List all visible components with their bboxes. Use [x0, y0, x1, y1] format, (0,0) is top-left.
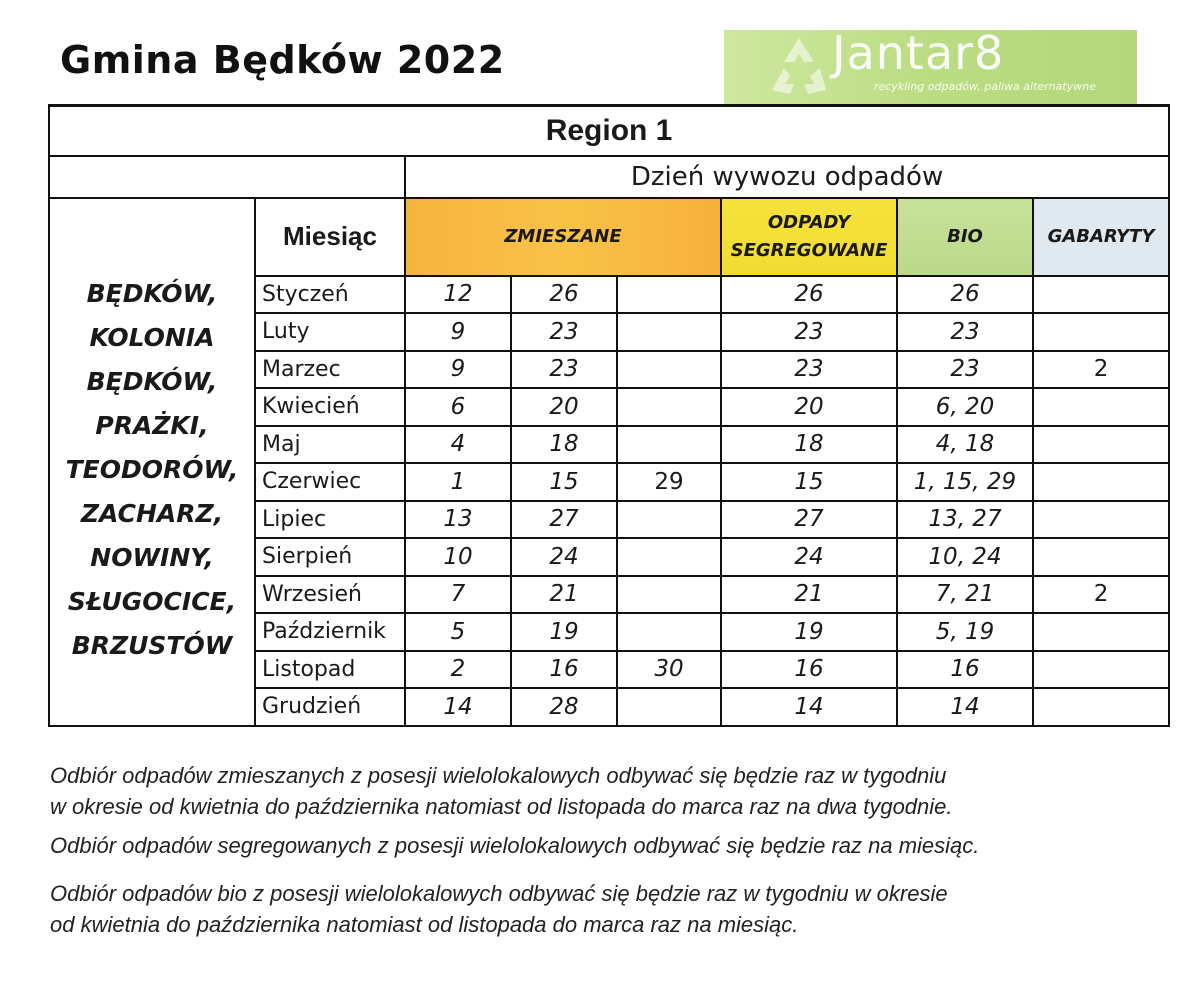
- mixed-day-3: [617, 576, 721, 614]
- bulky-day: [1033, 463, 1169, 501]
- bio-waste-header: BIO: [897, 198, 1033, 276]
- locality: ZACHARZ,: [80, 498, 224, 528]
- mixed-day-3: [617, 351, 721, 389]
- bio-day: 13, 27: [897, 501, 1033, 539]
- segregated-day: 14: [721, 688, 897, 726]
- segregated-day: 16: [721, 651, 897, 689]
- locality: NOWINY,: [90, 542, 214, 572]
- mixed-day-3: [617, 688, 721, 726]
- mixed-day-3: 29: [617, 463, 721, 501]
- mixed-day-2: 23: [511, 351, 617, 389]
- mixed-day-2: 27: [511, 501, 617, 539]
- mixed-waste-header: ZMIESZANE: [405, 198, 721, 276]
- segregated-day: 23: [721, 313, 897, 351]
- segregated-day: 26: [721, 276, 897, 314]
- mixed-day-3: [617, 538, 721, 576]
- mixed-day-2: 20: [511, 388, 617, 426]
- segregated-day: 20: [721, 388, 897, 426]
- bio-day: 14: [897, 688, 1033, 726]
- bio-day: 7, 21: [897, 576, 1033, 614]
- bio-day: 16: [897, 651, 1033, 689]
- page-title: Gmina Będków 2022: [60, 38, 505, 82]
- bulky-day: [1033, 651, 1169, 689]
- bio-day: 23: [897, 351, 1033, 389]
- mixed-day-2: 23: [511, 313, 617, 351]
- day-header: Dzień wywozu odpadów: [405, 156, 1169, 198]
- month-cell: Sierpień: [255, 538, 405, 576]
- mixed-day-1: 2: [405, 651, 511, 689]
- mixed-day-3: [617, 388, 721, 426]
- bio-day: 5, 19: [897, 613, 1033, 651]
- month-cell: Październik: [255, 613, 405, 651]
- month-cell: Listopad: [255, 651, 405, 689]
- mixed-day-2: 24: [511, 538, 617, 576]
- bulky-day: 2: [1033, 351, 1169, 389]
- locality: PRAŻKI,: [95, 410, 209, 440]
- mixed-day-3: 30: [617, 651, 721, 689]
- bulky-day: 2: [1033, 576, 1169, 614]
- note-segregated-waste: Odbiór odpadów segregowanych z posesji wielolokalowych odbywać się będzie raz na miesiąc.: [50, 833, 980, 858]
- bulky-day: [1033, 613, 1169, 651]
- mixed-day-1: 9: [405, 351, 511, 389]
- mixed-day-1: 5: [405, 613, 511, 651]
- note-mixed-waste: [50, 760, 1160, 822]
- mixed-day-3: [617, 501, 721, 539]
- mixed-day-1: 7: [405, 576, 511, 614]
- mixed-day-1: 13: [405, 501, 511, 539]
- mixed-day-2: 28: [511, 688, 617, 726]
- month-cell: Czerwiec: [255, 463, 405, 501]
- mixed-day-1: 12: [405, 276, 511, 314]
- schedule-table: [48, 104, 1170, 727]
- bulky-day: [1033, 426, 1169, 464]
- locality: BĘDKÓW,: [86, 278, 218, 308]
- month-cell: Maj: [255, 426, 405, 464]
- bulky-waste-header: GABARYTY: [1033, 198, 1169, 276]
- segregated-day: 15: [721, 463, 897, 501]
- locality: TEODORÓW,: [65, 454, 239, 484]
- mixed-day-1: 10: [405, 538, 511, 576]
- bulky-day: [1033, 276, 1169, 314]
- bulky-day: [1033, 388, 1169, 426]
- mixed-day-1: 14: [405, 688, 511, 726]
- mixed-day-1: 6: [405, 388, 511, 426]
- mixed-day-2: 21: [511, 576, 617, 614]
- recycle-icon: [754, 32, 844, 102]
- segregated-day: 21: [721, 576, 897, 614]
- bio-day: 10, 24: [897, 538, 1033, 576]
- month-cell: Wrzesień: [255, 576, 405, 614]
- segregated-header-line2: SEGREGOWANE: [730, 239, 888, 261]
- mixed-day-3: [617, 613, 721, 651]
- month-cell: Grudzień: [255, 688, 405, 726]
- mixed-day-1: 4: [405, 426, 511, 464]
- bio-day: 23: [897, 313, 1033, 351]
- localities-cell: [49, 198, 255, 726]
- segregated-day: 24: [721, 538, 897, 576]
- logo-name: Jantar8: [832, 30, 1005, 80]
- segregated-day: 19: [721, 613, 897, 651]
- bulky-day: [1033, 538, 1169, 576]
- segregated-day: 23: [721, 351, 897, 389]
- month-header: Miesiąc: [255, 198, 405, 276]
- segregated-day: 18: [721, 426, 897, 464]
- bio-day: 6, 20: [897, 388, 1033, 426]
- note-mixed-line1: Odbiór odpadów zmieszanych z posesji wielolokalowych odbywać się będzie raz w tygodniu: [50, 763, 947, 788]
- bio-day: 26: [897, 276, 1033, 314]
- note-mixed-line2: w okresie od kwietnia do października natomiast od listopada do marca raz na dwa tygodnie.: [50, 794, 953, 819]
- locality: SŁUGOCICE,: [67, 586, 237, 616]
- bulky-day: [1033, 688, 1169, 726]
- mixed-day-2: 26: [511, 276, 617, 314]
- month-cell: Kwiecień: [255, 388, 405, 426]
- bio-day: 1, 15, 29: [897, 463, 1033, 501]
- bio-day: 4, 18: [897, 426, 1033, 464]
- mixed-day-3: [617, 313, 721, 351]
- region-heading: Region 1: [49, 106, 1169, 156]
- mixed-day-2: 19: [511, 613, 617, 651]
- mixed-day-2: 16: [511, 651, 617, 689]
- blank-header-cell: [49, 156, 405, 198]
- logo-tagline: recykling odpadów, paliwa alternatywne: [874, 80, 1096, 93]
- bulky-day: [1033, 313, 1169, 351]
- mixed-day-2: 15: [511, 463, 617, 501]
- locality: BĘDKÓW,: [86, 366, 218, 396]
- mixed-day-2: 18: [511, 426, 617, 464]
- segregated-day: 27: [721, 501, 897, 539]
- locality: KOLONIA: [89, 322, 215, 352]
- note-bio-waste: [50, 878, 1160, 940]
- mixed-day-1: 9: [405, 313, 511, 351]
- mixed-day-1: 1: [405, 463, 511, 501]
- month-cell: Luty: [255, 313, 405, 351]
- segregated-header-line1: ODPADY: [767, 211, 851, 233]
- month-cell: Styczeń: [255, 276, 405, 314]
- month-cell: Lipiec: [255, 501, 405, 539]
- mixed-day-3: [617, 426, 721, 464]
- company-logo: [724, 30, 1137, 104]
- mixed-day-3: [617, 276, 721, 314]
- locality: BRZUSTÓW: [71, 630, 233, 660]
- bulky-day: [1033, 501, 1169, 539]
- segregated-waste-header: [721, 198, 897, 276]
- note-bio-line1: Odbiór odpadów bio z posesji wielolokalowych odbywać się będzie raz w tygodniu w okresie: [50, 881, 948, 906]
- month-cell: Marzec: [255, 351, 405, 389]
- note-bio-line2: od kwietnia do października natomiast od listopada do marca raz na miesiąc.: [50, 912, 799, 937]
